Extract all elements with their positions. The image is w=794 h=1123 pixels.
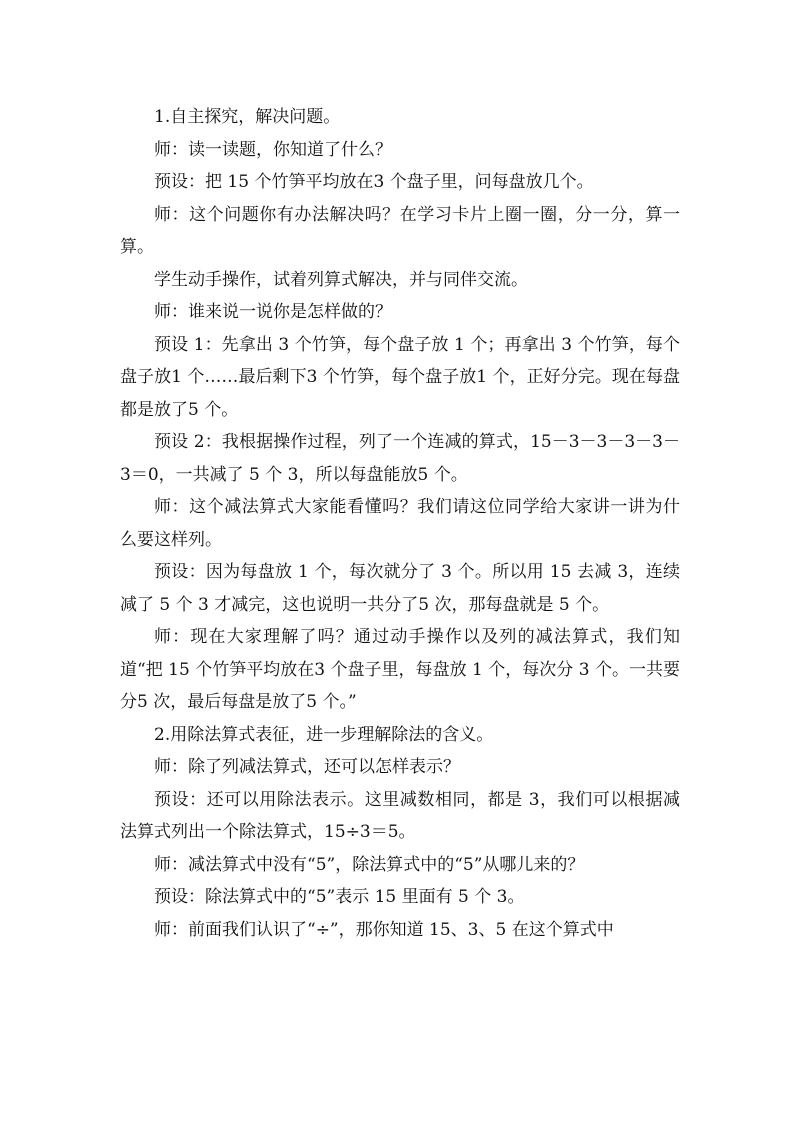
paragraph: 师：谁来说一说你是怎样做的？ (154, 302, 392, 322)
document-body (120, 101, 680, 946)
paragraph: 师：这个减法算式大家能看懂吗？我们请这位同学给大家讲一讲为什么要这样列。 (120, 497, 680, 550)
paragraph: 预设 1：先拿出 3 个竹笋，每个盘子放 1 个；再拿出 3 个竹笋，每个盘子放1 个……最后剩下3 个竹笋，每个盘子放1 个，正好分完。现在每盘都是放了5 个。 (120, 334, 680, 420)
paragraph: 预设 2：我根据操作过程，列了一个连减的算式，15－3－3－3－3－3＝0，一共减了 5 个 3，所以每盘能放5 个。 (120, 432, 680, 485)
paragraph: 预设：因为每盘放 1 个，每次就分了 3 个。所以用 15 去减 3，连续减了 5 个 3 才减完，这也说明一共分了5 次，那每盘就是 5 个。 (120, 562, 680, 615)
paragraph: 师：减法算式中没有“5”，除法算式中的“5”从哪儿来的？ (154, 854, 585, 875)
paragraph: 师：现在大家理解了吗？通过动手操作以及列的减法算式，我们知道“把 15 个竹笋平均放在3 个盘子里，每盘放 1 个，每次分 3 个。一共要分5 次，最后每盘是放了5 个。” (120, 627, 680, 712)
paragraph: 师：前面我们认识了“÷”，那你知道 15、3、5 在这个算式中 (154, 919, 614, 940)
paragraph: 1.自主探究，解决问题。 (154, 107, 341, 127)
paragraph: 预设：除法算式中的“5”表示 15 里面有 5 个 3。 (154, 887, 525, 907)
paragraph: 预设：还可以用除法表示。这里减数相同，都是 3，我们可以根据减法算式列出一个除法算式，15÷3＝5。 (120, 789, 680, 842)
paragraph: 预设：把 15 个竹笋平均放在3 个盘子里，问每盘放几个。 (154, 172, 594, 192)
paragraph: 师：除了列减法算式，还可以怎样表示？ (154, 757, 460, 777)
paragraph: 2.用除法算式表征，进一步理解除法的含义。 (154, 724, 494, 745)
paragraph: 师：这个问题你有办法解决吗？在学习卡片上圈一圈，分一分，算一算。 (120, 204, 680, 257)
paragraph: 学生动手操作，试着列算式解决，并与同伴交流。 (154, 269, 528, 290)
paragraph: 师：读一读题，你知道了什么？ (154, 139, 392, 160)
